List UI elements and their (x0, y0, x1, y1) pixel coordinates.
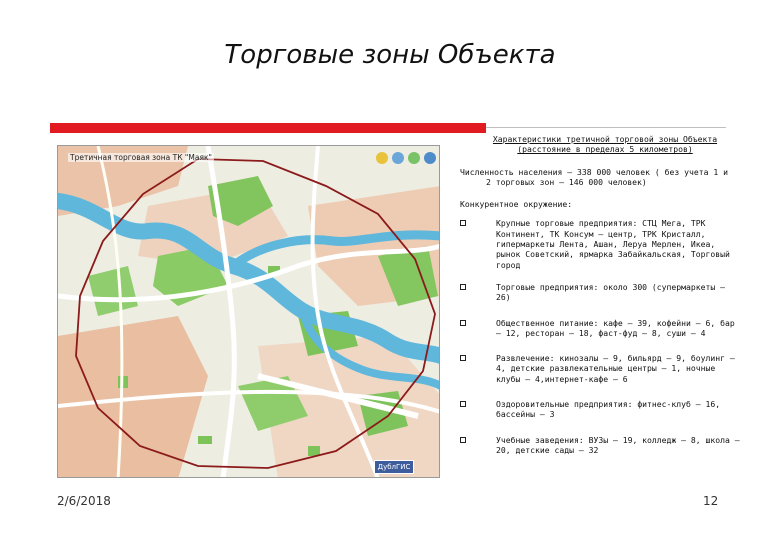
list-item-text: Крупные торговые предприятия: СТЦ Мега, ТРК Континент, ТК Консум – центр, ТРК Кристалл, гипермаркеты Лента, Ашан, Леруа Мерлен, Икеа, рынок Советский, ярмарка Забайкальская, Торговый город (496, 218, 730, 270)
list-item (460, 399, 742, 420)
zone-characteristics-panel (460, 134, 740, 455)
map-provider-logo: ДублГИС (374, 460, 414, 474)
slide-title: Торговые зоны Объекта (224, 40, 556, 70)
square-bullet-icon (460, 320, 466, 326)
list-item (460, 218, 742, 269)
list-item (460, 282, 742, 303)
square-bullet-icon (460, 220, 466, 226)
map-graphic (58, 146, 440, 478)
map-tool-icon[interactable] (392, 152, 404, 164)
square-bullet-icon (460, 437, 466, 443)
competition-list (460, 218, 740, 455)
square-bullet-icon (460, 401, 466, 407)
list-item (460, 435, 742, 456)
list-item-text: Оздоровительные предприятия: фитнес-клуб – 16, бассейны – 3 (496, 399, 721, 420)
trade-zone-map[interactable] (57, 145, 440, 478)
list-item-text: Общественное питание: кафе – 39, кофейни – 6, бар – 12, ресторан – 18, фаст-фуд – 8, суши – 4 (496, 317, 735, 338)
map-tool-icon[interactable] (376, 152, 388, 164)
title-divider-line (486, 127, 726, 128)
square-bullet-icon (460, 355, 466, 361)
map-toolbar (372, 150, 438, 168)
slide-date: 2/6/2018 (57, 494, 111, 508)
map-tool-icon[interactable] (408, 152, 420, 164)
population-text: Численность населения – 338 000 человек ( без учета 1 и 2 торговых зон – 146 000 человек) (460, 166, 729, 187)
slide-page-number: 12 (703, 494, 719, 508)
list-item-text: Развлечение: кинозалы – 9, бильярд – 9, боулинг – 4, детские развлекательные центры – 1, ночные клубы – 4,интернет-кафе – 6 (496, 353, 735, 384)
title-accent-bar (50, 123, 486, 133)
panel-title: Характеристики третичной торговой зоны Объекта (расстояние в пределах 5 километров) (492, 134, 718, 155)
square-bullet-icon (460, 284, 466, 290)
list-item (460, 353, 742, 384)
list-item-text: Учебные заведения: ВУЗы – 19, колледж – 8, школа – 20, детские сады – 32 (496, 434, 740, 455)
map-zone-label: Третичная торговая зона ТК "Маяк" (70, 153, 212, 162)
list-item (460, 318, 742, 339)
competition-heading: Конкурентное окружение: (460, 199, 573, 210)
list-item-text: Торговые предприятия: около 300 (супермаркеты – 26) (496, 281, 726, 303)
map-tool-icon[interactable] (424, 152, 436, 164)
